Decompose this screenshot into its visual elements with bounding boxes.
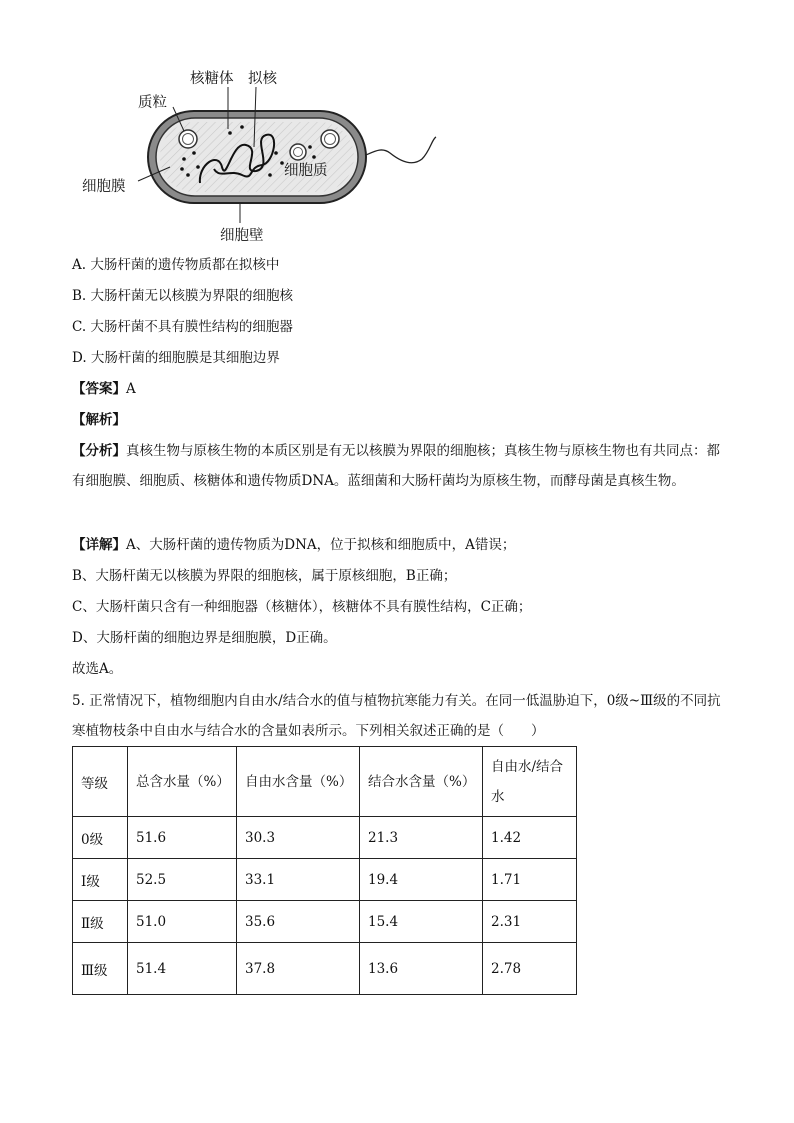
table-cell: 21.3: [360, 817, 483, 859]
header-cell: 结合水含量（%）: [360, 747, 483, 817]
table-row: [73, 901, 577, 943]
option-c: C. 大肠杆菌不具有膜性结构的细胞器: [72, 319, 293, 335]
table-cell: 1.71: [483, 859, 577, 901]
table-cell: 0级: [73, 817, 128, 859]
header-cell: 自由水含量（%）: [237, 747, 360, 817]
label-cell-membrane: 细胞膜: [82, 179, 126, 195]
detail-first-line: [72, 535, 515, 555]
table-cell: 15.4: [360, 901, 483, 943]
answer-tag: 【答案】: [72, 381, 126, 397]
bacterium-diagram: [70, 55, 470, 250]
water-content-table: [72, 746, 577, 995]
table-cell: 19.4: [360, 859, 483, 901]
table-cell: 51.4: [128, 943, 237, 995]
table-row: [73, 817, 577, 859]
table-cell: 13.6: [360, 943, 483, 995]
table-cell: 51.0: [128, 901, 237, 943]
detail-a: A、大肠杆菌的遗传物质为DNA，位于拟核和细胞质中，A错误；: [126, 537, 516, 553]
flagellum-shape: [366, 137, 436, 163]
bacterium-illustration: [70, 55, 470, 250]
option-b: B. 大肠杆菌无以核膜为界限的细胞核: [72, 288, 294, 304]
table-cell: Ⅰ级: [73, 859, 128, 901]
answer-line: [72, 379, 136, 399]
detail-b: B、大肠杆菌无以核膜为界限的细胞核，属于原核细胞，B正确；: [72, 568, 457, 584]
analysis-tag: 【分析】: [72, 443, 126, 459]
table-cell: 37.8: [237, 943, 360, 995]
detail-conclusion: 故选A。: [72, 661, 123, 677]
plasmid-shape: [179, 130, 197, 148]
label-cytoplasm: 细胞质: [284, 163, 328, 179]
table-header-row: [73, 747, 577, 817]
table-cell: 2.31: [483, 901, 577, 943]
table-cell: 1.42: [483, 817, 577, 859]
table-cell: 51.6: [128, 817, 237, 859]
answer-value: A: [126, 381, 136, 397]
detail-tag: 【详解】: [72, 537, 126, 553]
table-cell: Ⅲ级: [73, 943, 128, 995]
label-ribosome: 核糖体: [190, 71, 234, 87]
table-row: [73, 943, 577, 995]
header-cell: 总含水量（%）: [128, 747, 237, 817]
header-cell: 自由水/结合水: [483, 747, 577, 817]
table-cell: 30.3: [237, 817, 360, 859]
option-d: D. 大肠杆菌的细胞膜是其细胞边界: [72, 350, 280, 366]
table-row: [73, 859, 577, 901]
label-plasmid: 质粒: [138, 95, 167, 111]
detail-d: D、大肠杆菌的细胞边界是细胞膜，D正确。: [72, 630, 337, 646]
table-cell: 35.6: [237, 901, 360, 943]
table-cell: 2.78: [483, 943, 577, 995]
table-cell: Ⅱ级: [73, 901, 128, 943]
label-nucleoid: 拟核: [248, 71, 277, 87]
question-5-stem: 5. 正常情况下，植物细胞内自由水/结合水的值与植物抗寒能力有关。在同一低温胁迫下，0级~Ⅲ级的不同抗寒植物枝条中自由水与结合水的含量如表所示。下列相关叙述正确的是（ ）: [72, 693, 721, 739]
table-cell: 52.5: [128, 859, 237, 901]
detail-c: C、大肠杆菌只含有一种细胞器（核糖体），核糖体不具有膜性结构，C正确；: [72, 599, 532, 615]
table-cell: 33.1: [237, 859, 360, 901]
analysis-paragraph: [72, 436, 722, 496]
label-cell-wall: 细胞壁: [220, 228, 264, 244]
option-a: A. 大肠杆菌的遗传物质都在拟核中: [72, 257, 280, 273]
analysis-heading: 【解析】: [72, 412, 126, 428]
analysis-text: 真核生物与原核生物的本质区别是有无以核膜为界限的细胞核；真核生物与原核生物也有共同点：都有细胞膜、细胞质、核糖体和遗传物质DNA。蓝细菌和大肠杆菌均为原核生物，而酵母菌是真核生物。: [72, 443, 720, 489]
header-cell: 等级: [73, 747, 128, 817]
